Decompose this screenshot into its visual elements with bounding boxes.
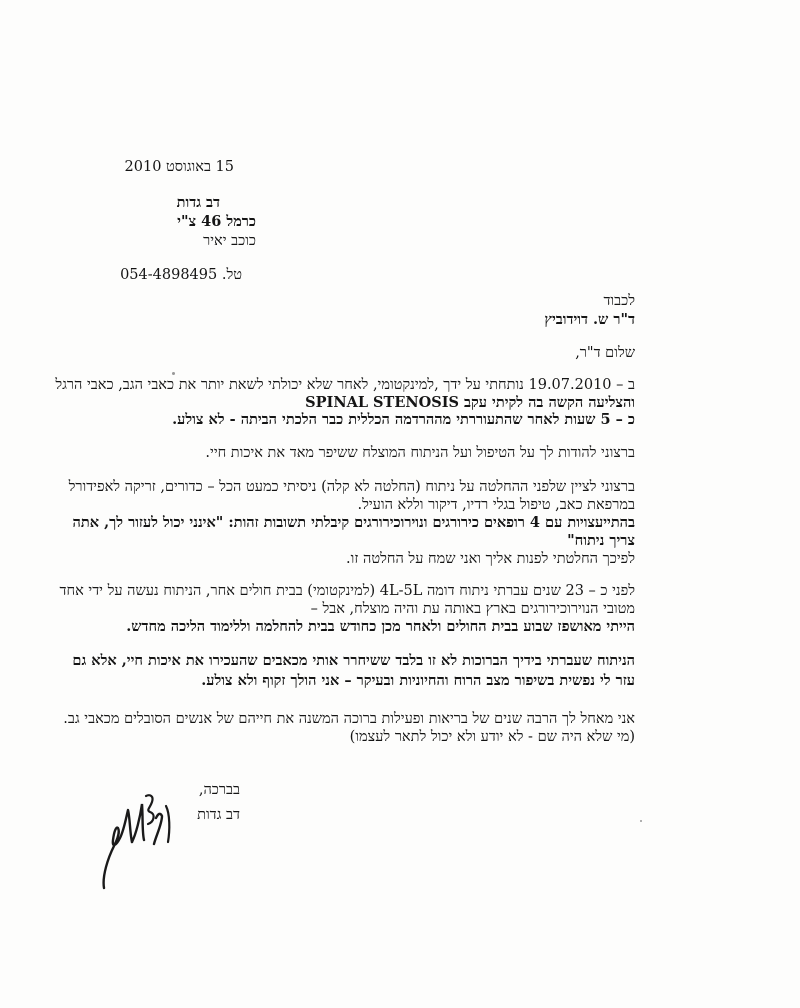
paragraph4-line1: לפני כ – 23 שנים עברתי ניתוח דומה 4L-5L (למינקטומי) בבית חולים אחר, הניתוח נעשה על ידי אחד xyxy=(59,583,635,599)
closing: בברכה, xyxy=(198,782,240,798)
paragraph1-line3: כ – 5 שעות לאחר שהתעוררתי מההרדמה הכללית כבר הלכתי הביתה - לא צולע. xyxy=(172,411,635,428)
paragraph6-line1: אני מאחל לך הרבה שנים של בריאות ופעילות ברוכה המשנה את חייהם של אנשים הסובלים מכאבי גב. xyxy=(63,711,635,727)
paragraph5-line2: עזר לי נפשית בשיפור מצב הרוח והחיוניות ובעיקר – אני הולך זקוף ולא צולע. xyxy=(201,672,635,689)
sender-address-line2: כוכב יאיר xyxy=(203,233,256,249)
paragraph2: ברצוני להודות לך על הטיפול ועל הניתוח המוצלח ששיפר מאד את איכות חיי. xyxy=(205,445,635,461)
recipient-prefix: לכבוד xyxy=(603,293,635,309)
sender-name: דב גדות xyxy=(176,194,220,211)
paragraph3-line5: לפיכך החלטתי לפנות אליך ואני שמח על החלטה זו. xyxy=(346,551,635,567)
paragraph3-line3: בהתייעצויות עם 4 רופאים כירורגים ונוירוכירורגים קיבלתי תשובות זהות: "אינני יכול לעזור לך, אתה xyxy=(72,514,635,531)
paragraph5-line1: הניתוח שעברתי בידיך הברוכות לא זו בלבד ששיחרר אותי מכאבים שהעכירו את איכות חיי, אלא גם xyxy=(72,652,635,669)
paragraph1-line1: ב – 19.07.2010 נותחתי על ידך ,למינקטומי, לאחר שלא יכולתי לשאת יותר את כאבי הגב, כאבי הרגל xyxy=(55,377,635,393)
paragraph6-line2: (מי שלא היה שם - לא יודע ולא יכול לתאר לעצמו) xyxy=(349,729,635,745)
letter-date: 15 באוגוסט 2010 xyxy=(124,159,234,175)
handwritten-signature xyxy=(96,788,246,898)
paragraph3-line1: ברצוני לציין שלפני ההחלטה על ניתוח (החלטה לא קלה) ניסיתי כמעט הכל – כדורים, זריקה לאפידורל xyxy=(68,479,635,495)
greeting: שלום ד"ר, xyxy=(575,345,635,361)
sender-phone: טל. 054-4898495 xyxy=(120,267,242,283)
paragraph3-line4: צריך ניתוח" xyxy=(567,532,635,549)
paragraph3-line2: במרפאת כאב, טיפול בגלי רדיו, דיקור וללא הועיל. xyxy=(357,497,635,513)
scan-speck xyxy=(640,820,642,822)
sender-address-line1: כרמל 46 צ"י xyxy=(177,213,256,230)
recipient-name: ד"ר ש. דוידוביץ xyxy=(544,311,635,328)
scan-speck xyxy=(172,372,175,375)
signoff-name: דב גדות xyxy=(197,807,240,823)
paragraph4-line2: מטובי הנוירוכירורגים בארץ באותה עת והיה מוצלח, אבל – xyxy=(310,601,635,617)
paragraph4-line3: הייתי מאושפז שבוע בבית החולים ולאחר מכן כחודש בבית להחלמה וללימוד הליכה מחדש. xyxy=(126,618,635,635)
paragraph1-line2: והצליעה הקשה בה לקיתי עקב SPINAL STENOSIS xyxy=(305,394,635,411)
